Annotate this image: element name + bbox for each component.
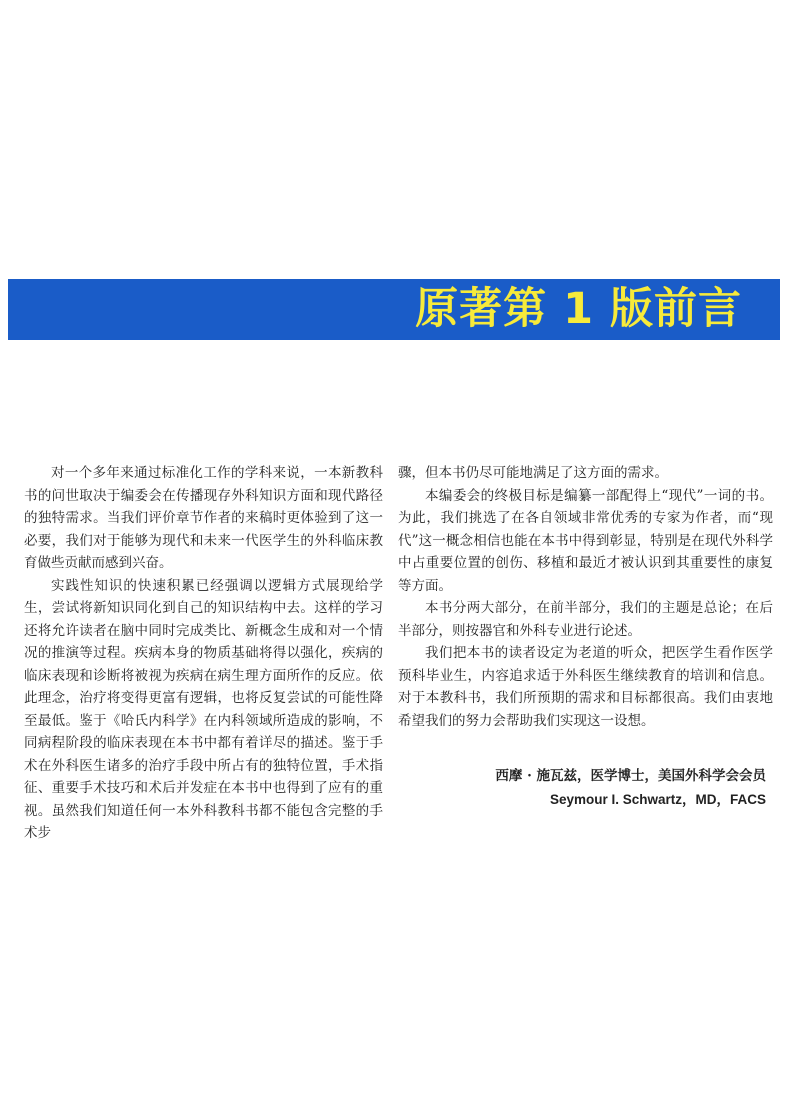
paragraph-2: 实践性知识的快速积累已经强调以逻辑方式展现给学生，尝试将新知识同化到自己的知识结构中去。这样的学习还将允许读者在脑中同时完成类比、新概念生成和对一个情况的推演等过程。疾病本身的物质基础将得以强化，疾病的临床表现和诊断将被视为疾病在病生理方面所作的反应。依此理念，治疗将变得更富有逻辑，也将反复尝试的可能性降至最低。鉴于《哈氏内科学》在内科领域所造成的影响，不同病程阶段的临床表现在本书中都有着详尽的描述。鉴于手术在外科医生诸多的治疗手段中所占有的独特位置，手术指征、重要手术技巧和术后并发症在本书中也得到了应有的重视。虽然我们知道任何一本外科教科书都不能包含完整的手术步 [24, 577, 383, 841]
paragraph-2-continued: 骤，但本书仍尽可能地满足了这方面的需求。 [398, 465, 668, 481]
left-column [24, 462, 383, 845]
paragraph-3: 本编委会的终极目标是编纂一部配得上“现代”一词的书。为此，我们挑选了在各自领域非常优秀的专家为作者，而“现代”这一概念相信也能在本书中得到彰显，特别是在现代外科学中占重要位置的创伤、移植和最近才被认识到其重要性的康复等方面。 [398, 487, 773, 594]
signature-chinese: 西摩 · 施瓦兹，医学博士，美国外科学会会员 [495, 768, 766, 784]
paragraph-5: 我们把本书的读者设定为老道的听众，把医学生看作医学预科毕业生，内容追求适于外科医生继续教育的培训和信息。对于本教科书，我们所预期的需求和目标都很高。我们由衷地希望我们的努力会帮助我们实现这一设想。 [398, 645, 773, 729]
page-title: 原著第 1 版前言 [415, 284, 742, 334]
signature-block [495, 765, 766, 811]
title-banner [8, 279, 780, 340]
paragraph-4: 本书分两大部分，在前半部分，我们的主题是总论；在后半部分，则按器官和外科专业进行论述。 [398, 600, 773, 639]
paragraph-1: 对一个多年来通过标准化工作的学科来说，一本新教科书的问世取决于编委会在传播现存外科知识方面和现代路径的独特需求。当我们评价章节作者的来稿时更体验到了这一必要，我们对于能够为现代和未来一代医学生的外科临床教育做些贡献而感到兴奋。 [24, 465, 383, 571]
signature-english: Seymour I. Schwartz，MD，FACS [549, 792, 766, 807]
right-column [398, 462, 773, 732]
